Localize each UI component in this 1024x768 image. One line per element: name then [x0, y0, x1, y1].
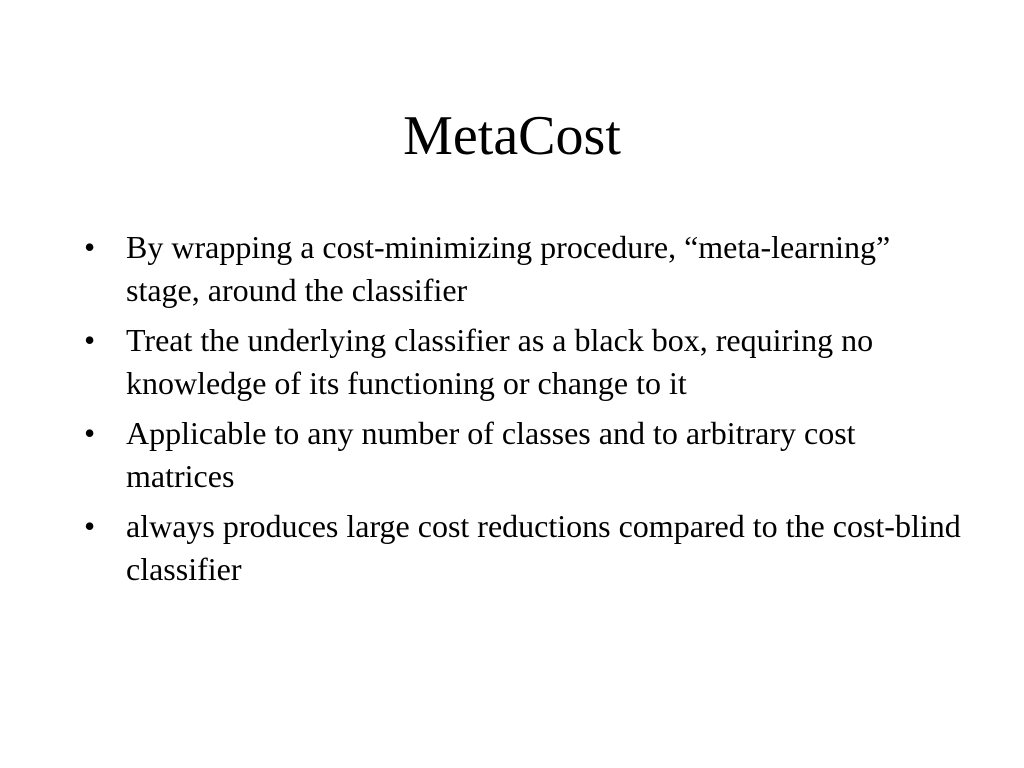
bullet-marker: •: [84, 415, 96, 451]
bullet-marker: •: [84, 508, 96, 544]
bullet-text: By wrapping a cost-minimizing procedure, “meta-learning” stage, around the classifier: [126, 229, 891, 308]
bullet-text: Treat the underlying classifier as a black box, requiring no knowledge of its functioning or change to it: [126, 322, 874, 401]
bullet-item: [84, 226, 964, 312]
bullet-item: [84, 319, 964, 405]
bullet-text: always produces large cost reductions compared to the cost-blind classifier: [126, 508, 961, 587]
bullet-marker: •: [84, 229, 96, 265]
bullet-list: [84, 226, 964, 598]
bullet-item: [84, 412, 964, 498]
bullet-text: Applicable to any number of classes and to arbitrary cost matrices: [126, 415, 856, 494]
bullet-item: [84, 505, 964, 591]
slide-title: MetaCost: [403, 105, 621, 167]
bullet-marker: •: [84, 322, 96, 358]
